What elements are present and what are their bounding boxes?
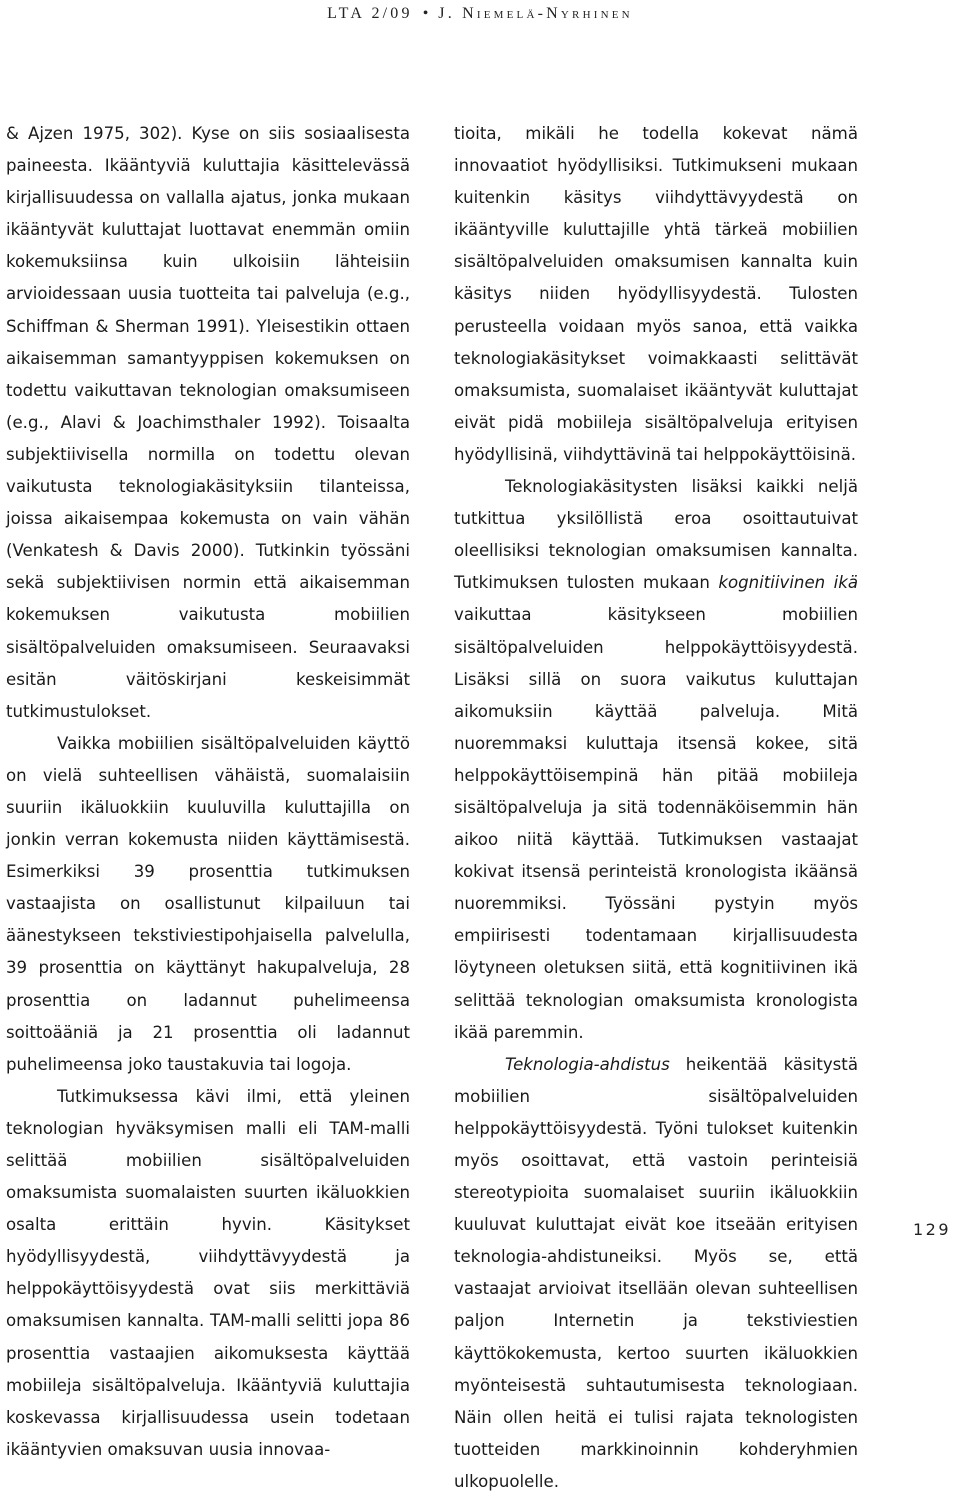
paragraph — [454, 1049, 858, 1498]
page-number: 129 — [913, 1220, 952, 1239]
paragraph: Vaikka mobiilien sisältöpalveluiden käyttö on vielä suhteellisen vähäistä, suomalaisiin suuriin ikäluokkiin kuuluvilla kuluttajilla on jonkin verran kokemusta niiden käyttämisestä. Esimerkiksi 39 prosenttia tutkimuksen vastaajista on osallistunut kilpailuun tai äänestykseen tekstiviestipohjaisella palvelulla, 39 prosenttia on käyttänyt hakupalveluja, 28 prosenttia on ladannut puhelimeensa soittoääniä ja 21 prosenttia oli ladannut puhelimeensa joko taustakuvia tai logoja. — [6, 733, 410, 1074]
left-column — [6, 118, 410, 1466]
paragraph — [454, 471, 858, 1049]
journal-issue: LTA 2/09 — [327, 5, 413, 22]
paragraph: tioita, mikäli he todella kokevat nämä innovaatiot hyödyllisiksi. Tutkimukseni mukaan kuitenkin käsitys viihdyttävyydestä on ikääntyville kuluttajille yhtä tärkeä mobiilien sisältöpalveluiden omaksumisen kannalta kuin käsitys niiden hyödyllisyydestä. Tulosten perusteella voidaan myös sanoa, että vaikka teknologiakäsitykset voimakkaasti selittävät omaksumista, suomalaiset ikääntyvät kuluttajat eivät pidä mobiileja sisältöpalveluja erityisen hyödyllisinä, viihdyttävinä tai helppokäyttöisinä. — [454, 124, 858, 464]
right-column — [454, 118, 858, 1498]
paragraph-text: heikentää käsitystä mobiilien sisältöpalveluiden helppokäyttöisyydestä. Työni tulokset kuitenkin myös osoittavat, että vastoin perinteisiä stereotypioita suomalaiset suuriin ikäluokkiin kuuluvat kuluttajat eivät koe itseään erityisen teknologia-ahdistuneiksi. Myös se, että vastaajat arvioivat itsellään olevan suhteellisen paljon Internetin ja tekstiviestien käyttökokemusta, kertoo suurten ikäluokkien myönteisestä suhtautumisesta teknologiaan. Näin ollen heitä ei tulisi rajata teknologisten tuotteiden markkinoinnin kohderyhmien ulkopuolelle. — [454, 1054, 858, 1491]
paragraph-text: Teknologiakäsitysten lisäksi kaikki neljä tutkittua yksilöllistä eroa osoittautuivat oleellisiksi teknologian omaksumisen kannalta. Tutkimuksen tulosten mukaan — [454, 477, 858, 593]
running-header-text — [0, 6, 960, 22]
paragraph: Tutkimuksessa kävi ilmi, että yleinen teknologian hyväksymisen malli eli TAM-malli selittää mobiilien sisältöpalveluiden omaksumista suomalaisten suurten ikäluokkien osalta erittäin hyvin. Käsitykset hyödyllisyydestä, viihdyttävyydestä ja helppokäyttöisyydestä ovat siis merkittäviä omaksumisen kannalta. TAM-malli selitti jopa 86 prosenttia vastaajien aikomuksesta käyttää mobiileja sisältöpalveluja. Ikääntyviä kuluttajia koskevassa kirjallisuudessa usein todetaan ikääntyvien omaksuvan uusia innovaa- — [6, 1086, 410, 1459]
paragraph: & Ajzen 1975, 302). Kyse on siis sosiaalisesta paineesta. Ikääntyviä kuluttajia käsittelevässä kirjallisuudessa on vallalla ajatus, jonka mukaan ikääntyvät kuluttajat luottavat enemmän omiin kokemuksiinsa kuin ulkoisiin lähteisiin arvioidessaan uusia tuotteita tai palveluja (e.g., Schiffman & Sherman 1991). Yleisestikin ottaen aikaisemman samantyyppisen kokemuksen on todettu vaikuttavan teknologian omaksumiseen (e.g., Alavi & Joachimsthaler 1992). Toisaalta subjektiivisella normilla on todettu olevan vaikutusta teknologiakäsityksiin tilanteissa, joissa aikaisempaa kokemusta on vain vähän (Venkatesh & Davis 2000). Tutkinkin työssäni sekä subjektiivisen normin että aikaisemman kokemuksen vaikutusta mobiilien sisältöpalveluiden omaksumiseen. Seuraavaksi esitän väitöskirjani keskeisimmät tutkimustulokset. — [6, 124, 410, 721]
emphasis-term: Teknologia-ahdistus — [505, 1054, 670, 1074]
header-separator: • — [422, 5, 429, 22]
author-name: J. Niemelä-Nyrhinen — [438, 5, 633, 22]
paragraph-text: vaikuttaa käsitykseen mobiilien sisältöpalveluiden helppokäyttöisyydestä. Lisäksi sillä on suora vaikutus kuluttajan aikomuksiin käyttää palveluja. Mitä nuoremmaksi kuluttaja itsensä kokee, sitä helppokäyttöisempinä hän pitää mobiileja sisältöpalveluja ja sitä todennäköisemmin hän aikoo niitä käyttää. Tutkimuksen vastaajat kokivat itsensä perinteistä kronologista ikäänsä nuoremmiksi. Työssäni pystyin myös empiirisesti todentamaan kirjallisuudesta löytyneen oletuksen siitä, että kognitiivinen ikä selittää teknologian omaksumista kronologista ikää paremmin. — [454, 605, 858, 1042]
emphasis-term: kognitiivinen ikä — [718, 573, 858, 593]
